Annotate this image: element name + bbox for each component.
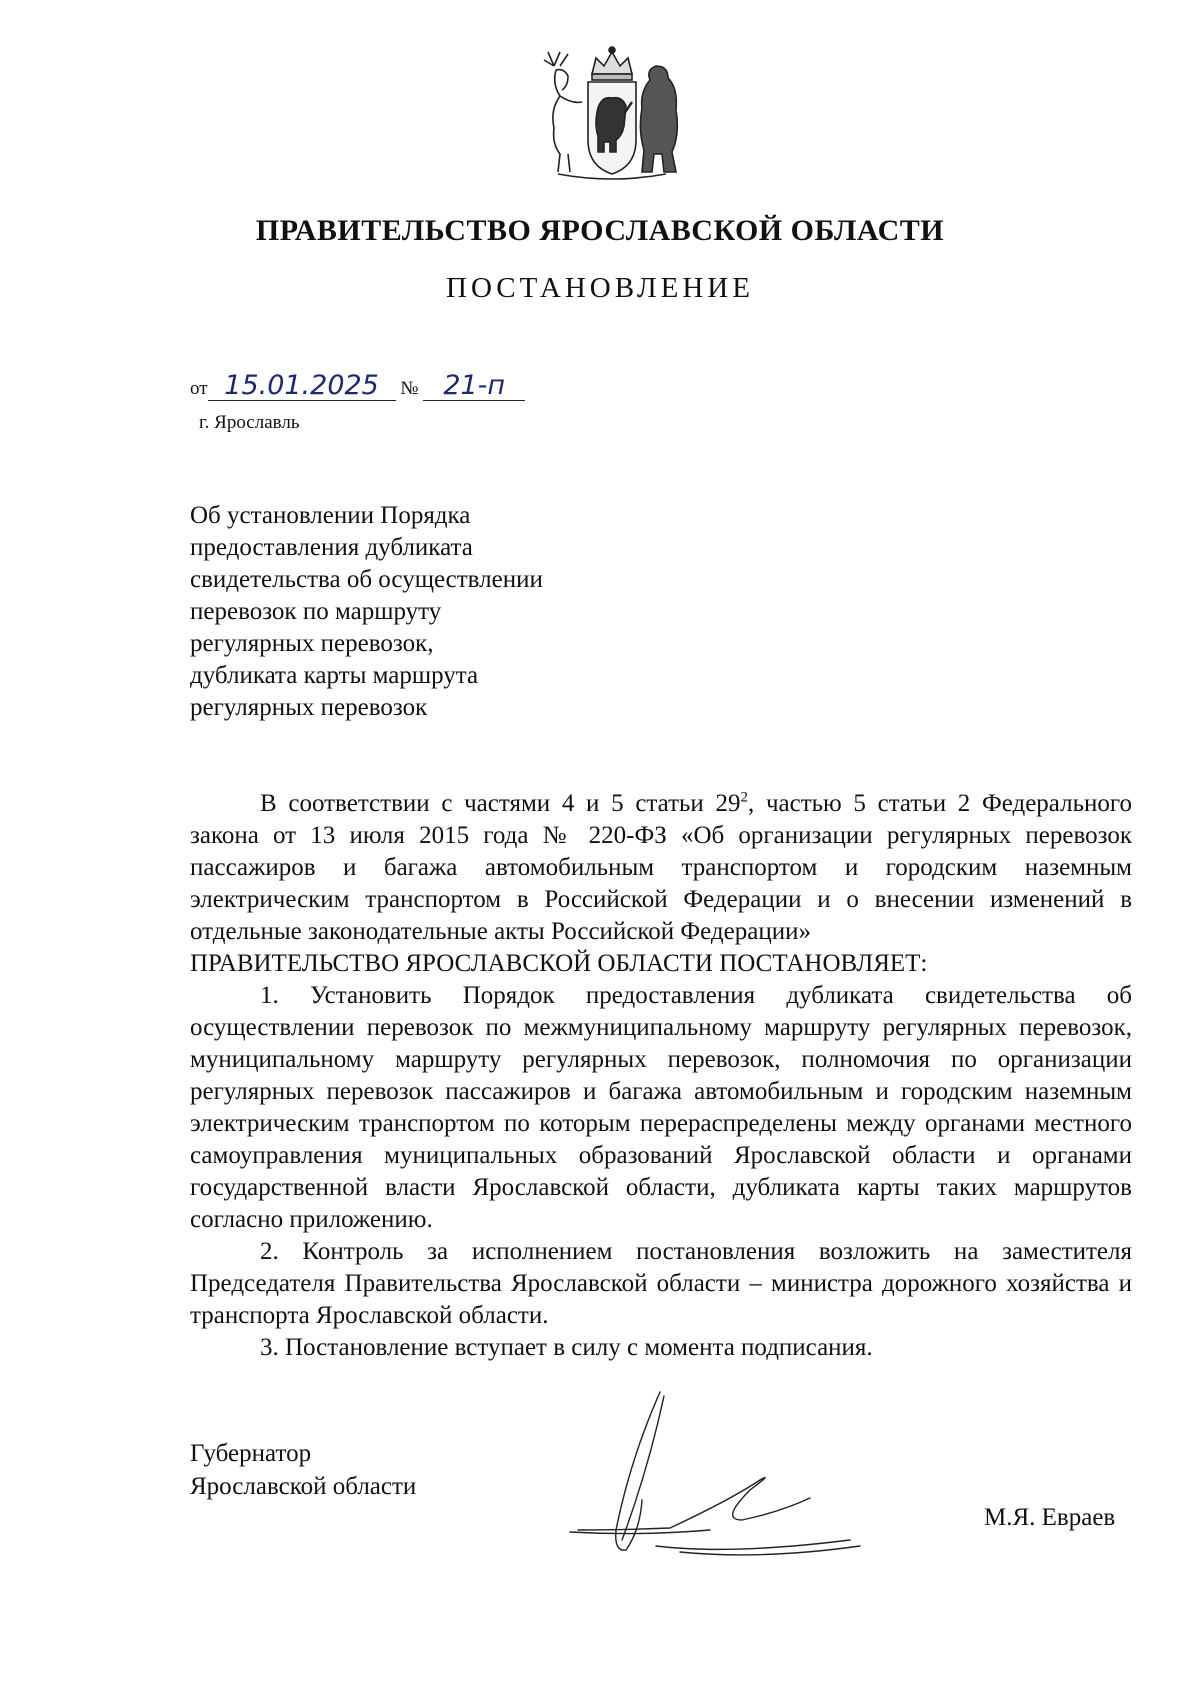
- date-number-line: [190, 372, 525, 401]
- item-paragraph-3: 3. Постановление вступает в силу с момента подписания.: [260, 1334, 873, 1361]
- subject-line: дубликата карты маршрута: [190, 662, 479, 689]
- date-handwritten: 15.01.2025: [208, 372, 396, 401]
- signatory-name: М.Я. Евраев: [984, 1504, 1116, 1531]
- subject-line: предоставления дубликата: [190, 534, 473, 561]
- subject-line: перевозок по маршруту: [190, 598, 442, 625]
- number-prefix: №: [400, 378, 419, 399]
- handwritten-signature: [560, 1380, 920, 1580]
- signatory-role-line1: Губернатор: [190, 1440, 312, 1467]
- subject-line: регулярных перевозок,: [190, 630, 434, 657]
- city: г. Ярославль: [199, 412, 300, 433]
- subject-line: свидетельства об осуществлении: [190, 566, 543, 593]
- preamble-paragraph: [190, 788, 1132, 948]
- document-body: [190, 788, 1132, 1364]
- resolves-line: ПРАВИТЕЛЬСТВО ЯРОСЛАВСКОЙ ОБЛАСТИ ПОСТАНОВЛЯЕТ:: [190, 950, 928, 977]
- signatory-role-line2: Ярославской области: [190, 1473, 417, 1500]
- subject-line: регулярных перевозок: [190, 694, 428, 721]
- subject-line: Об установлении Порядка: [190, 502, 471, 529]
- organization-title: ПРАВИТЕЛЬСТВО ЯРОСЛАВСКОЙ ОБЛАСТИ: [255, 214, 945, 247]
- preamble-superscript: 2: [740, 789, 748, 806]
- date-prefix: от: [190, 378, 208, 399]
- item-paragraph-1: 1. Установить Порядок предоставления дубликата свидетельства об осуществлении перевозок по межмуниципальному маршруту регулярных перевозок, муниципальному маршруту регулярных перевозок, полномочия по организации регулярных перевозок пассажиров и багажа автомобильным и городским наземным электрическим транспортом по которым перераспределены между органами местного самоуправления муниципальных образований Ярославской области и органами государственной власти Ярославской области, дубликата карты таких маршрутов согласно приложению.: [190, 982, 1132, 1233]
- preamble-text-b: , частью 5 статьи 2 Федерального закона от 13 июля 2015 года № 220-ФЗ «Об организации регулярных перевозок пассажиров и багажа автомобильным транспортом и городским наземным электрическим транспортом в Российской Федерации и о внесении изменений в отдельные законодательные акты Российской Федерации»: [190, 790, 1132, 945]
- preamble-text-a: В соответствии с частями 4 и 5 статьи 29: [260, 790, 741, 817]
- subject-block: [190, 500, 710, 724]
- document-type: ПОСТАНОВЛЕНИЕ: [446, 272, 754, 304]
- item-paragraph-2: 2. Контроль за исполнением постановления возложить на заместителя Председателя Правительства Ярославской области – министра дорожного хозяйства и транспорта Ярославской области.: [190, 1238, 1132, 1329]
- coat-of-arms-icon: [538, 44, 686, 182]
- number-handwritten: 21-п: [423, 372, 525, 401]
- signatory-role: [190, 1437, 416, 1503]
